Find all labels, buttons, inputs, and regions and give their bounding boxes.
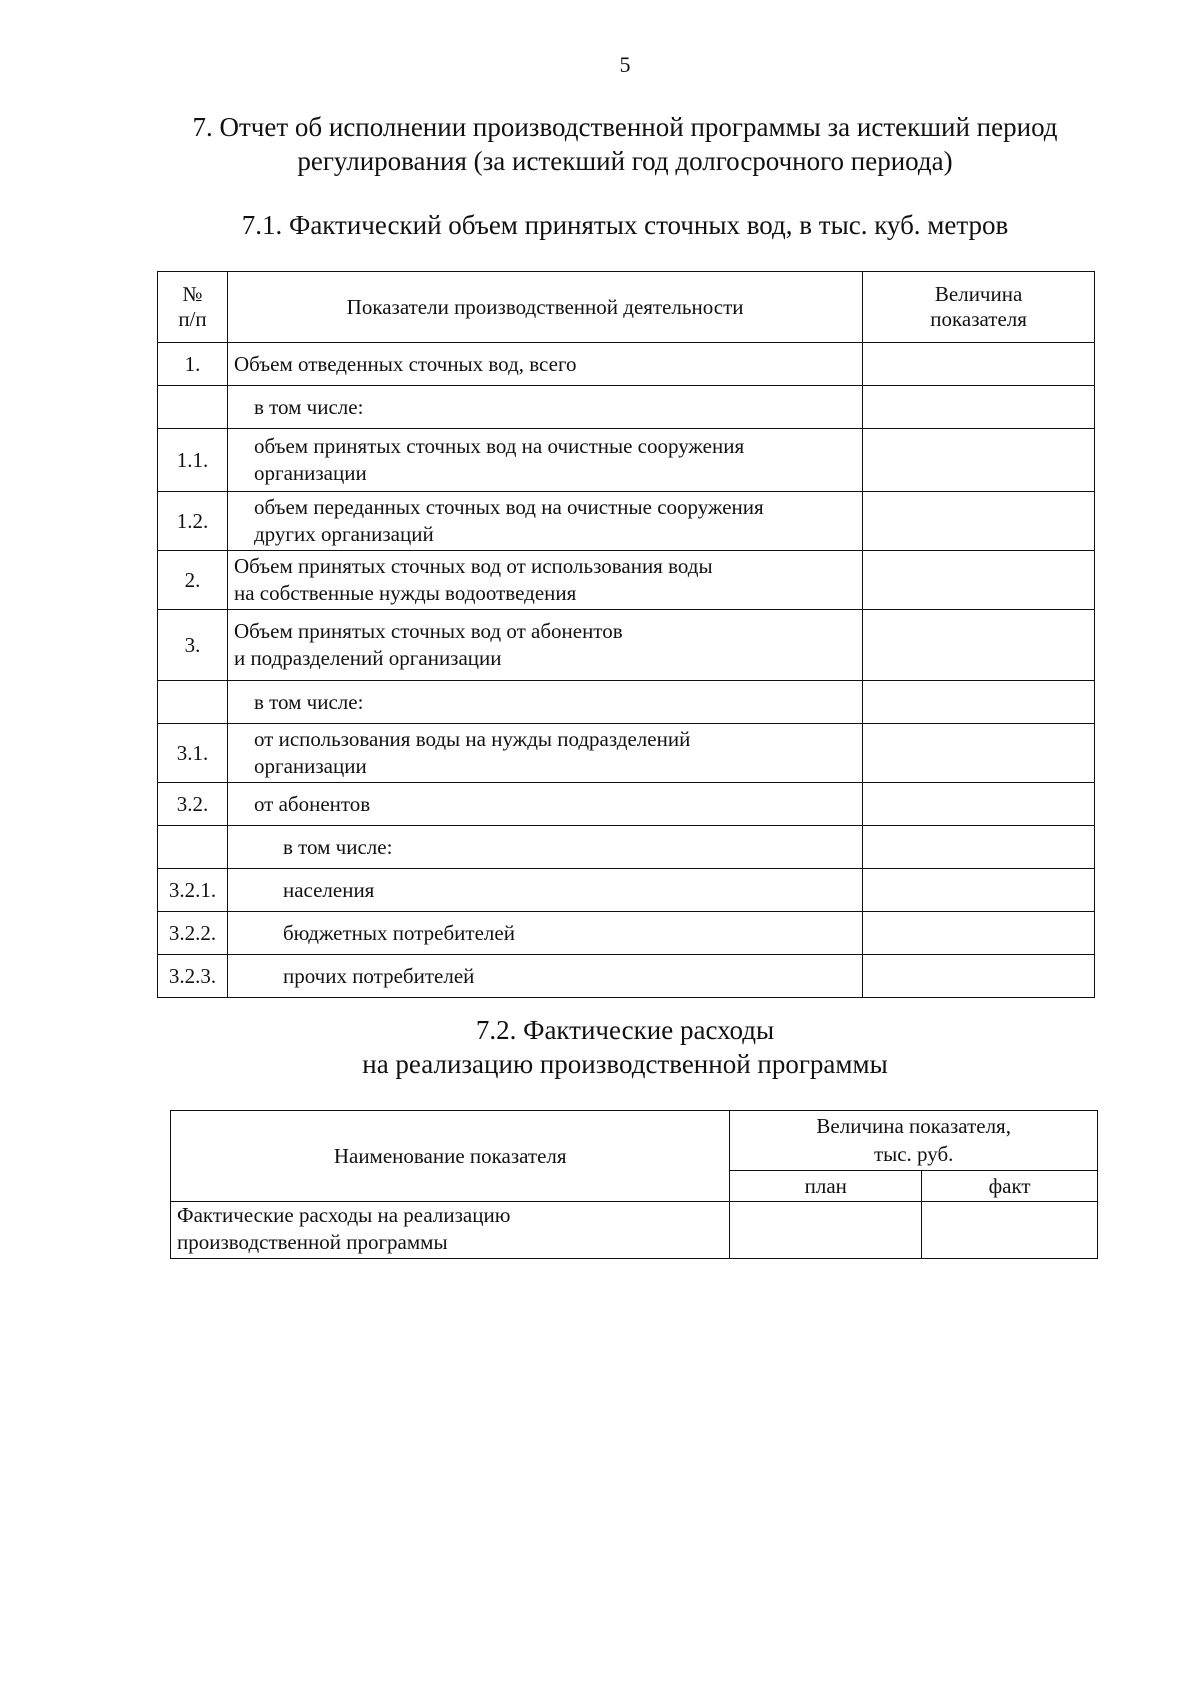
row-indicator-line2: других организаций	[253, 522, 434, 546]
row-indicator	[227, 610, 862, 681]
row-value-cell[interactable]	[863, 826, 1095, 869]
row-number: 3.2.3.	[158, 955, 228, 998]
section-7-title-line2: регулирования (за истекший год долгосрочного периода)	[297, 146, 953, 176]
row-number: 2.	[158, 551, 228, 610]
table-row	[158, 386, 1095, 429]
section-7-2-title-line1: 7.2. Фактические расходы	[475, 1015, 775, 1045]
row-indicator-line1: объем переданных сточных вод на очистные сооружения	[253, 495, 764, 519]
row-indicator	[227, 681, 862, 724]
header-indicator-value-line2: тыс. руб.	[873, 1142, 954, 1167]
row-value-cell[interactable]	[863, 429, 1095, 492]
page-number: 5	[619, 52, 631, 77]
row-value-cell[interactable]	[863, 681, 1095, 724]
row-number: 3.	[158, 610, 228, 681]
row-indicator	[227, 826, 862, 869]
table-row	[158, 869, 1095, 912]
row-value-cell[interactable]	[863, 912, 1095, 955]
header-indicators: Показатели производственной деятельности	[227, 272, 862, 343]
expense-label-line1: Фактические расходы на реализацию	[177, 1203, 511, 1227]
header-plan: план	[730, 1170, 922, 1201]
header-value-line2: показателя	[930, 307, 1027, 331]
row-number	[158, 681, 228, 724]
row-indicator-line1: от абонентов	[253, 791, 371, 816]
row-number	[158, 386, 228, 429]
header-number-abbr: п/п	[178, 307, 207, 331]
row-value-cell[interactable]	[863, 869, 1095, 912]
expense-label-line2: производственной программы	[177, 1230, 448, 1254]
header-number	[158, 272, 228, 343]
row-indicator-line1: бюджетных потребителей	[282, 920, 515, 945]
section-7-1-title: 7.1. Фактический объем принятых сточных вод, в тыс. куб. метров	[241, 210, 1009, 240]
row-indicator	[227, 386, 862, 429]
table-row	[158, 826, 1095, 869]
row-indicator-line1: от использования воды на нужды подразделений	[253, 727, 691, 751]
expense-label-cell	[171, 1202, 730, 1259]
row-indicator-line1: в том числе:	[282, 834, 393, 859]
table-row	[158, 955, 1095, 998]
table-row	[158, 724, 1095, 783]
row-indicator-line1: в том числе:	[253, 689, 364, 714]
row-indicator-line1: прочих потребителей	[282, 963, 475, 988]
table-row	[158, 492, 1095, 551]
row-indicator	[227, 724, 862, 783]
table-row	[158, 610, 1095, 681]
row-indicator-line1: Объем принятых сточных вод от использования воды	[233, 554, 713, 578]
row-indicator	[227, 783, 862, 826]
row-number: 3.2.	[158, 783, 228, 826]
row-indicator	[227, 551, 862, 610]
plan-value-cell[interactable]	[730, 1202, 922, 1259]
section-7-2-title-line2: на реализацию производственной программы	[362, 1049, 888, 1079]
row-indicator	[227, 343, 862, 386]
row-number: 1.	[158, 343, 228, 386]
section-7-title	[0, 110, 1200, 178]
row-indicator	[227, 869, 862, 912]
row-indicator-line2: на собственные нужды водоотведения	[233, 581, 577, 605]
table-row	[158, 783, 1095, 826]
header-value-line1: Величина	[934, 282, 1023, 306]
section-7-title-line1: 7. Отчет об исполнении производственной программы за истекший период	[192, 112, 1058, 142]
header-number-symbol: №	[182, 282, 203, 306]
table-row	[171, 1202, 1098, 1259]
row-indicator-line2: и подразделений организации	[233, 646, 502, 670]
row-indicator-line2: организации	[253, 461, 367, 485]
row-indicator	[227, 955, 862, 998]
header-value	[863, 272, 1095, 343]
row-number	[158, 826, 228, 869]
table-header-row	[171, 1111, 1098, 1171]
wastewater-volume-table	[157, 271, 1095, 998]
header-indicator-value-line1: Величина показателя,	[816, 1114, 1011, 1139]
row-value-cell[interactable]	[863, 783, 1095, 826]
row-number: 3.1.	[158, 724, 228, 783]
row-value-cell[interactable]	[863, 724, 1095, 783]
row-value-cell[interactable]	[863, 343, 1095, 386]
row-number: 3.2.1.	[158, 869, 228, 912]
row-indicator-line1: объем принятых сточных вод на очистные сооружения	[253, 434, 745, 458]
row-indicator-line2: организации	[253, 754, 367, 778]
table-row	[158, 912, 1095, 955]
row-indicator	[227, 429, 862, 492]
table-header-row	[158, 272, 1095, 343]
table-row	[158, 429, 1095, 492]
section-7-2-title	[0, 1013, 1200, 1081]
row-indicator-line1: Объем принятых сточных вод от абонентов	[233, 619, 623, 643]
row-indicator-line1: Объем отведенных сточных вод, всего	[233, 351, 577, 376]
table-row	[158, 343, 1095, 386]
row-number: 3.2.2.	[158, 912, 228, 955]
header-fact: факт	[922, 1170, 1098, 1201]
header-indicator-name: Наименование показателя	[171, 1111, 730, 1202]
header-indicator-value	[730, 1111, 1098, 1171]
row-number: 1.1.	[158, 429, 228, 492]
row-value-cell[interactable]	[863, 610, 1095, 681]
table-row	[158, 681, 1095, 724]
actual-expenses-table	[170, 1110, 1098, 1259]
fact-value-cell[interactable]	[922, 1202, 1098, 1259]
row-value-cell[interactable]	[863, 492, 1095, 551]
row-indicator	[227, 492, 862, 551]
row-number: 1.2.	[158, 492, 228, 551]
row-value-cell[interactable]	[863, 386, 1095, 429]
row-indicator-line1: населения	[282, 877, 375, 902]
row-value-cell[interactable]	[863, 955, 1095, 998]
row-indicator	[227, 912, 862, 955]
row-indicator-line1: в том числе:	[253, 394, 364, 419]
row-value-cell[interactable]	[863, 551, 1095, 610]
table-row	[158, 551, 1095, 610]
